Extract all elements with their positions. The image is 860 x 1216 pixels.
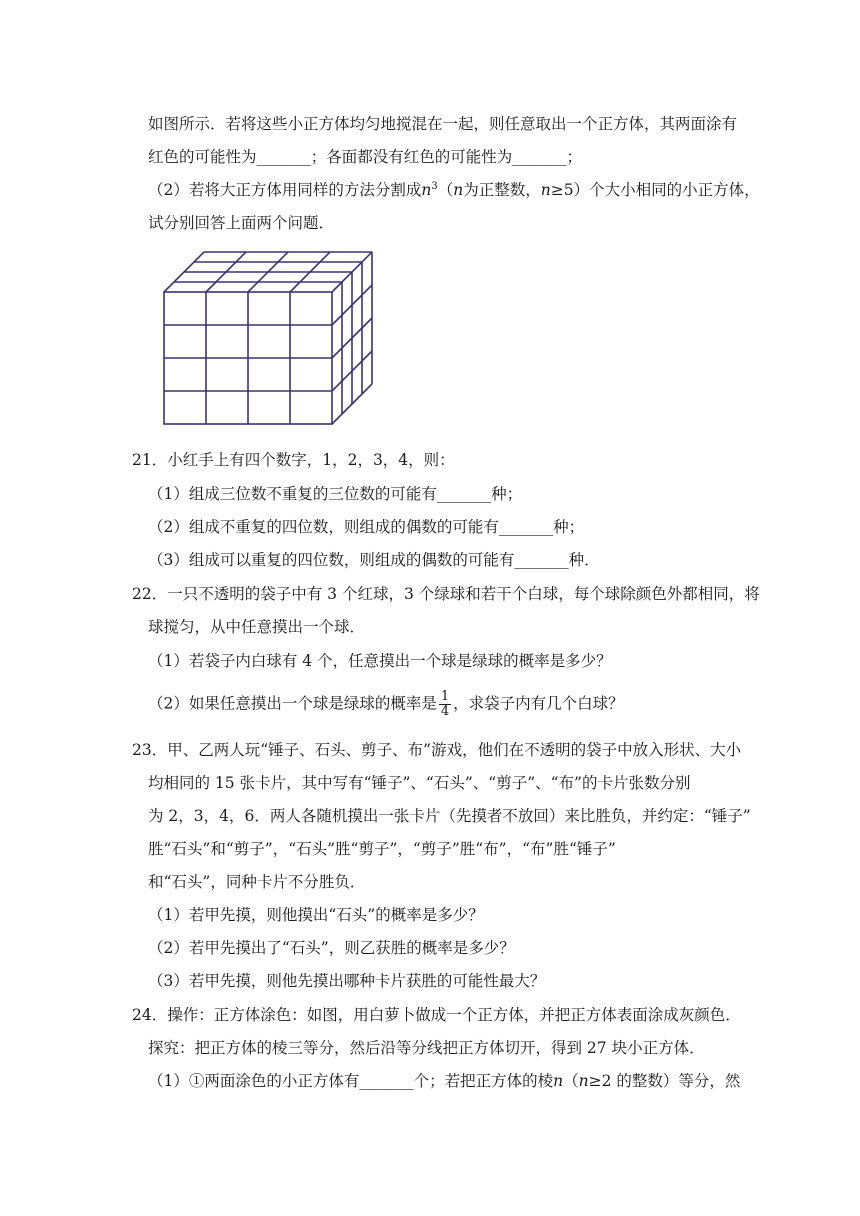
q24-line-3-text-a: （1）①两面涂色的小正方体有_______个；若把正方体的棱	[148, 1072, 554, 1090]
q22-fraction-denominator: 4	[440, 704, 450, 719]
q20-var-n-3: n	[540, 181, 551, 199]
q21-part-2: （2）组成不重复的四位数，则组成的偶数的可能有_______种；	[148, 518, 585, 536]
q22-fraction-numerator: 1	[440, 689, 450, 704]
q20-var-n-2: n	[453, 181, 464, 199]
q20-part-2-text-b: （	[437, 181, 454, 199]
q23-line-4: 胜“石头”和“剪子”，“石头”胜“剪子”，“剪子”胜“布”，“布”胜“锤子”	[148, 840, 616, 858]
q24-var-n: n	[553, 1072, 564, 1090]
q20-line-2: 红色的可能性为_______；各面都没有红色的可能性为_______；	[148, 148, 583, 166]
q20-exponent: 3	[431, 180, 438, 192]
q20-var-n: n	[421, 181, 432, 199]
q24-line-2: 探究：把正方体的棱三等分，然后沿等分线把正方体切开，得到 27 块小正方体．	[148, 1039, 705, 1057]
q22-part-2-text-a: （2）如果任意摸出一个球是绿球的概率是	[148, 694, 437, 713]
q23-line-5: 和“石头”，同种卡片不分胜负．	[148, 873, 366, 891]
q24-line-3-text-b: （	[563, 1072, 579, 1090]
q23-part-2: （2）若甲先摸出了“石头”，则乙获胜的概率是多少？	[148, 939, 515, 957]
q24-line-3	[148, 1071, 740, 1091]
q23-line-1: 23．甲、乙两人玩“锤子、石头、剪子、布”游戏，他们在不透明的袋子中放入形状、大小	[132, 741, 742, 759]
q21-part-1: （1）组成三位数不重复的三位数的可能有_______种；	[148, 485, 523, 503]
q24-var-n-2: n	[578, 1072, 589, 1090]
q23-line-3: 为 2，3，4，6．两人各随机摸出一张卡片（先摸者不放回）来比胜负，并约定：“锤子”	[148, 807, 751, 825]
q22-part-2	[148, 690, 624, 719]
q22-part-1: （1）若袋子内白球有 4 个，任意摸出一个球是绿球的概率是多少？	[148, 652, 612, 670]
q23-part-3: （3）若甲先摸，则他先摸出哪种卡片获胜的可能性最大？	[148, 972, 546, 990]
q20-line-4: 试分别回答上面两个问题．	[148, 214, 335, 232]
q23-part-1: （1）若甲先摸，则他摸出“石头”的概率是多少？	[148, 906, 484, 924]
q20-part-2-text-a: （2）若将大正方体用同样的方法分割成	[148, 181, 422, 199]
q21-part-3: （3）组成可以重复的四位数，则组成的偶数的可能有_______种．	[148, 551, 600, 569]
q23-line-2: 均相同的 15 张卡片，其中写有“锤子”、“石头”、“剪子”、“布”的卡片张数分别	[148, 774, 691, 792]
cube-diagram-svg	[152, 244, 378, 436]
q22-stem-2: 球搅匀，从中任意摸出一个球．	[148, 618, 366, 636]
q20-part-2-line	[148, 180, 760, 200]
q24-line-1: 24．操作：正方体涂色：如图，用白萝卜做成一个正方体，并把正方体表面涂成灰颜色．	[132, 1006, 741, 1024]
q20-part-2-text-c: 为正整数，	[463, 181, 541, 199]
q22-stem-1: 22．一只不透明的袋子中有 3 个红球，3 个绿球和若干个白球，每个球除颜色外都相同，将	[132, 585, 760, 603]
q20-part-2-text-d: ≥5）个大小相同的小正方体，	[550, 181, 760, 199]
q22-part-2-text-b: ，求袋子内有几个白球？	[453, 694, 624, 713]
cube-diagram	[152, 244, 378, 436]
q20-line-1: 如图所示．若将这些小正方体均匀地搅混在一起，则任意取出一个正方体，其两面涂有	[148, 115, 738, 133]
q22-fraction	[439, 690, 451, 719]
q24-line-3-text-c: ≥2 的整数）等分，然	[588, 1072, 741, 1090]
q21-stem: 21．小红手上有四个数字，1，2，3，4，则：	[132, 451, 455, 469]
